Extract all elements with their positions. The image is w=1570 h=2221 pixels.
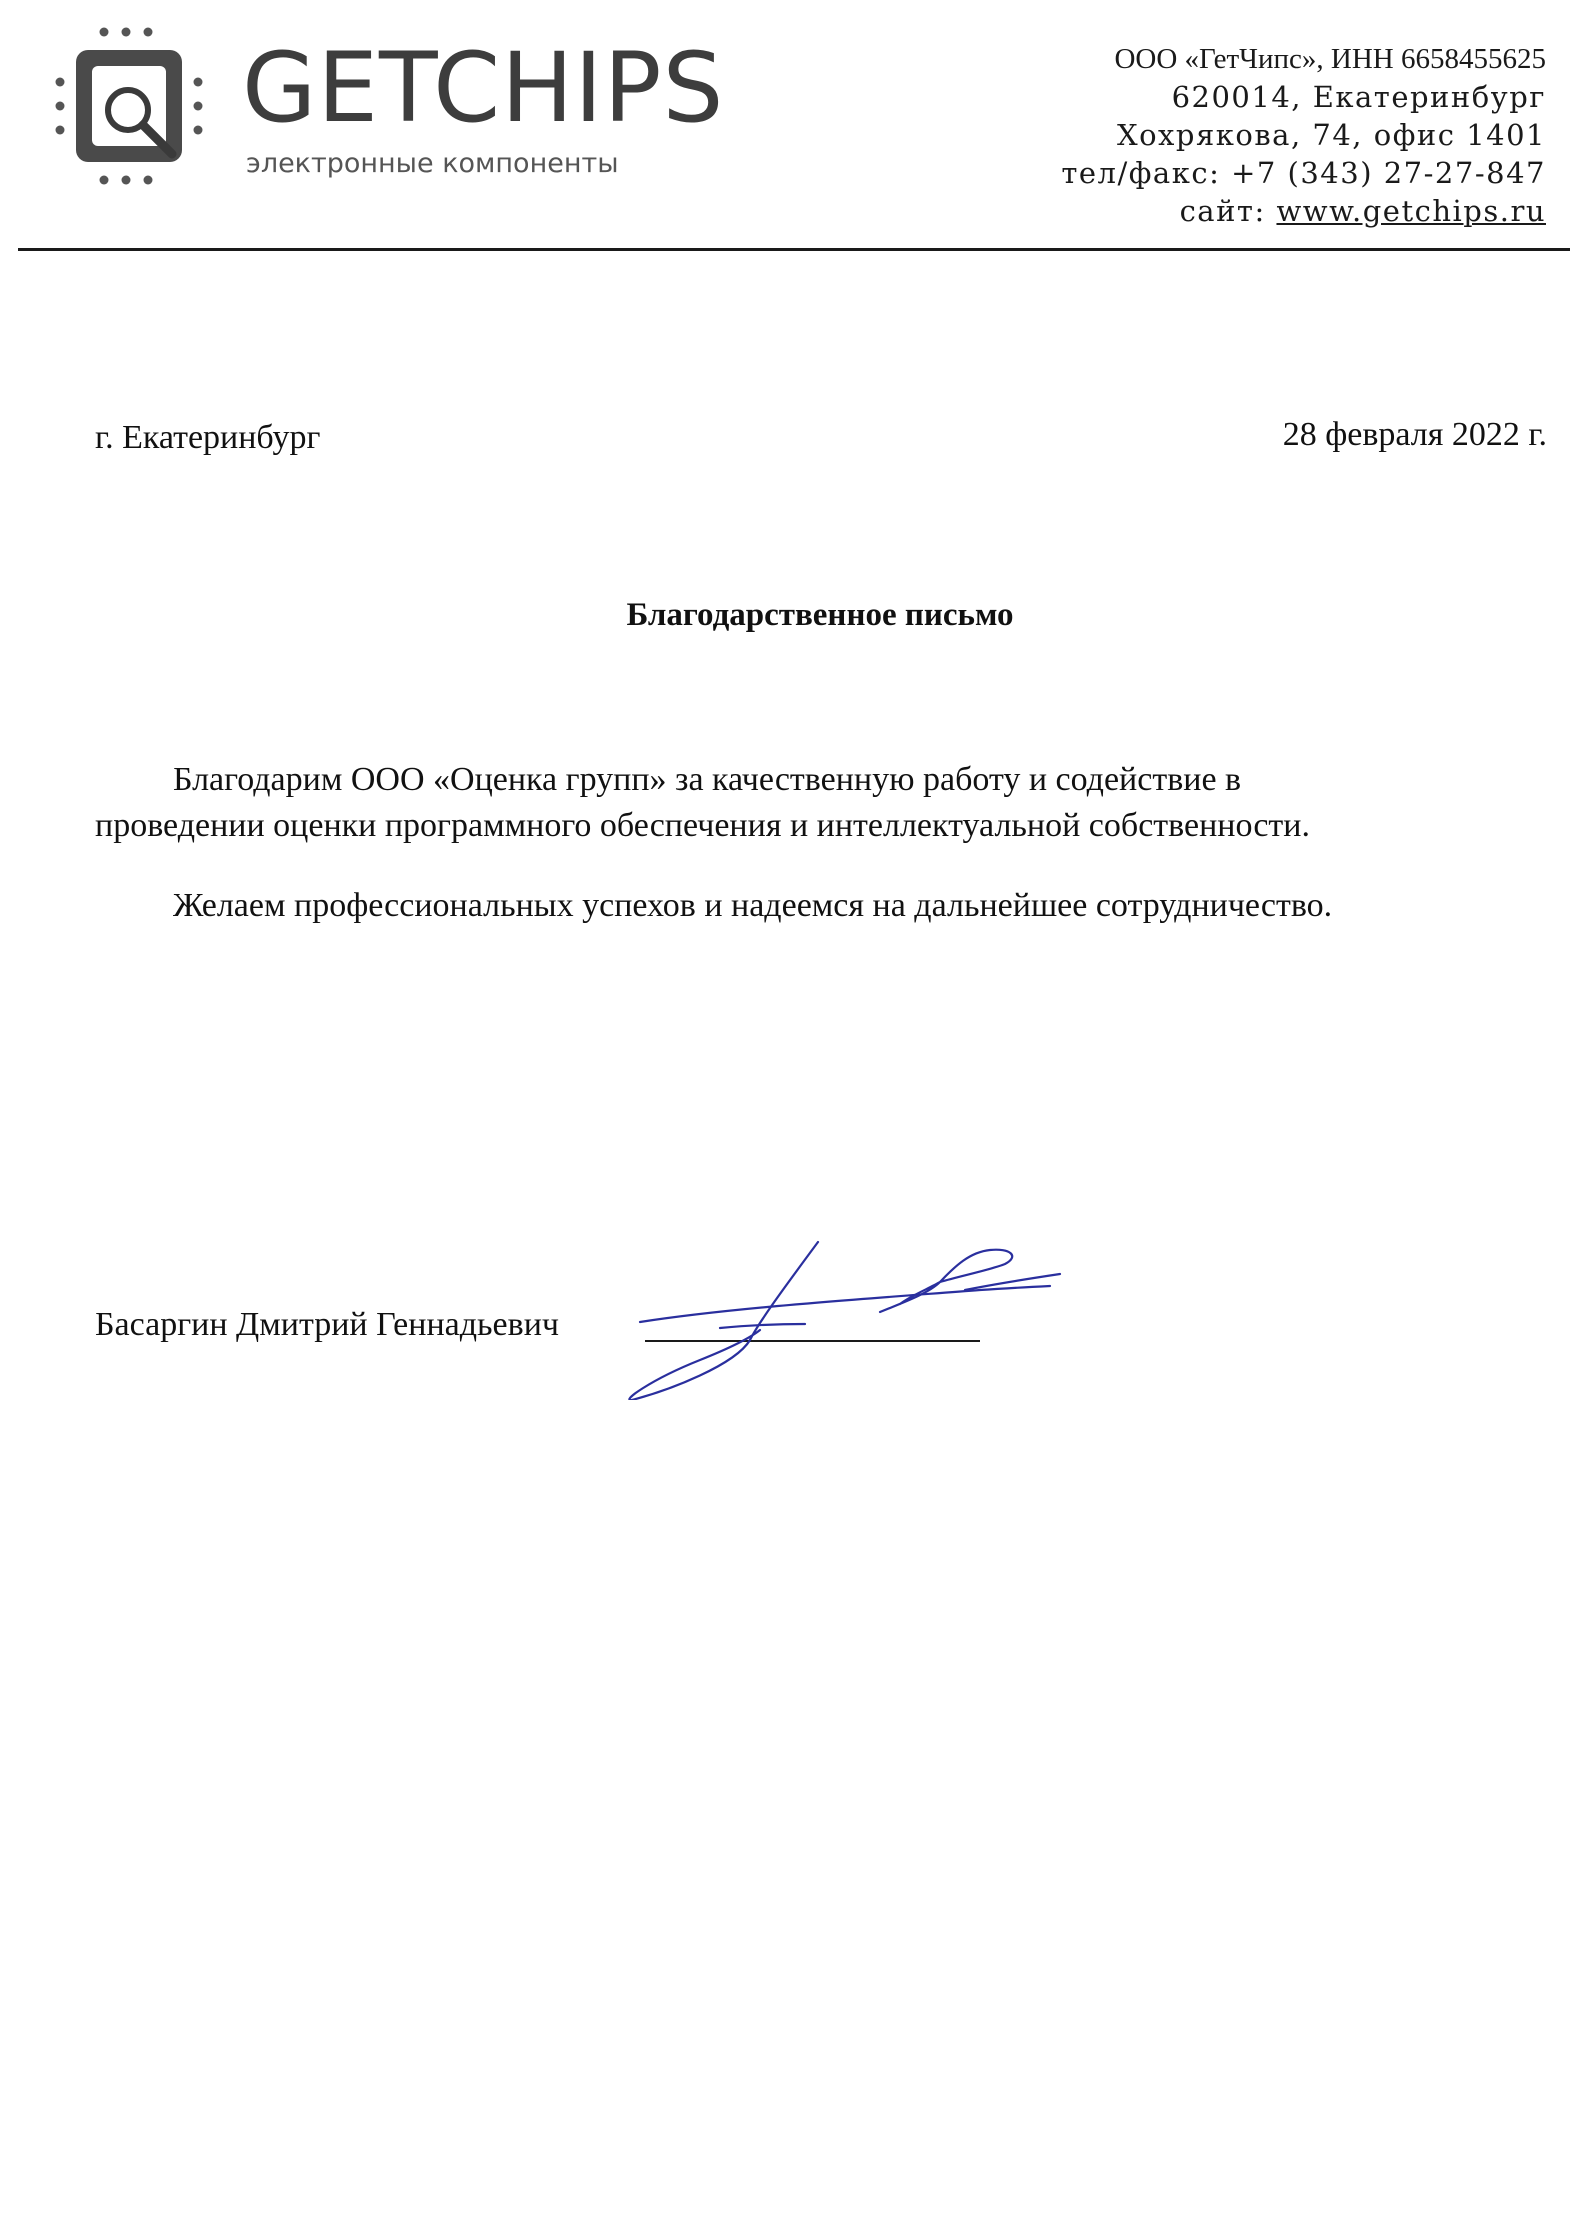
company-logo [50,20,725,195]
letter-date: 28 февраля 2022 г. [1282,416,1547,453]
paragraph-1-line-2: проведении оценки программного обеспечения и интеллектуальной собственности. [95,807,1310,844]
paragraph-1-line-1: Благодарим ООО «Оценка групп» за качественную работу и содействие в [173,761,1242,798]
logo-wordmark: GETCHIPS [242,32,725,144]
letter-paragraph-1 [95,757,1555,849]
letter-title: Благодарственное письмо [626,597,1014,633]
address-line: Хохрякова, 74, офис 1401 [1116,118,1546,152]
site-label: сайт: [1179,194,1266,228]
company-requisites [986,40,1546,230]
letter-place: г. Екатеринбург [95,419,321,456]
site-line [986,192,1546,230]
postal-line: 620014, Екатеринбург [1171,80,1546,114]
logo-tagline: электронные компоненты [246,148,619,179]
header-divider [18,248,1570,251]
site-link[interactable]: www.getchips.ru [1276,194,1546,228]
company-name-line: ООО «ГетЧипс», ИНН 6658455625 [1114,43,1546,75]
letter-paragraph-2: Желаем профессиональных успехов и надеемся на дальнейшее сотрудничество. [173,887,1333,924]
handwritten-signature [610,1230,1090,1400]
phone-line: тел/факс: +7 (343) 27-27-847 [1061,156,1546,190]
signer-name: Басаргин Дмитрий Геннадьевич [95,1306,559,1343]
chip-magnifier-icon [50,20,220,195]
